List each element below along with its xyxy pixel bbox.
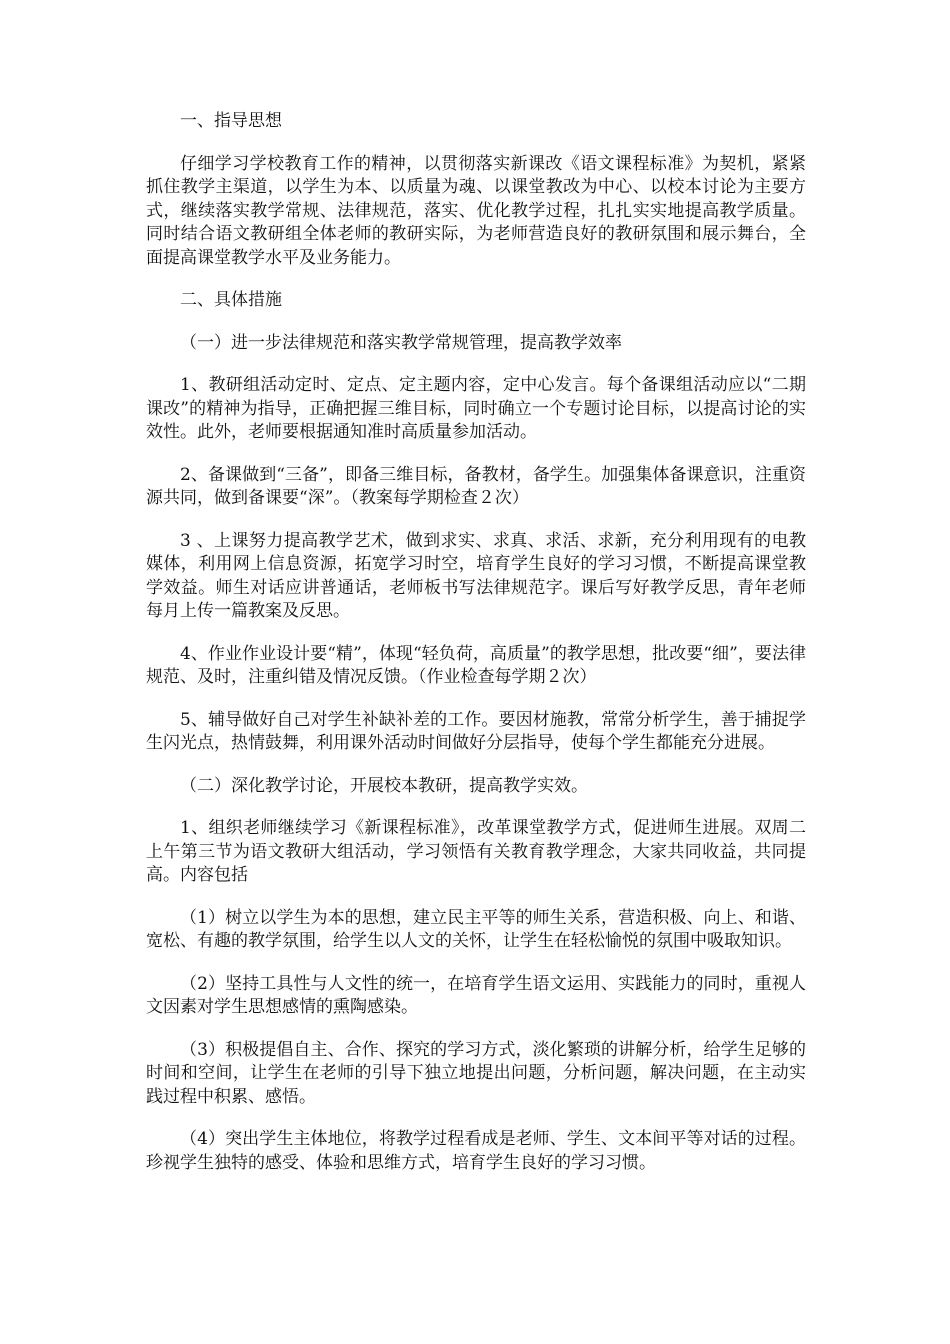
subsection-heading-teaching-routine: （一）进一步法律规范和落实教学常规管理，提高教学效率 <box>180 332 622 353</box>
paragraph-subitem-3: （3）积极提倡自主、合作、探究的学习方式，淡化繁琐的讲解分析，给学生足够的时间和空间，让学生在老师的引导下独立地提出问题，分析问题，解决问题，在主动实践过程中积累、感悟。 <box>146 1039 806 1107</box>
section-heading-specific-measures: 二、具体措施 <box>180 290 282 310</box>
paragraph-item-2-lesson-prep: 2、备课做到“三备”，即备三维目标，备教材，备学生。加强集体备课意识，注重资源共同，做到备课要“深”。（教案每学期检查２次） <box>146 464 806 508</box>
paragraph-item-1-curriculum-study: 1、组织老师继续学习《新课程标准》，改革课堂教学方式，促进师生进展。双周二上午第三节为语文教研大组活动，学习领悟有关教育教学理念，大家共同收益，共同提高。内容包括 <box>146 818 806 885</box>
paragraph-item-1-research-activity: 1、教研组活动定时、定点、定主题内容，定中心发言。每个备课组活动应以“二期课改”的精神为指导，正确把握三维目标，同时确立一个专题讨论目标，以提高讨论的实效性。此外，老师要根据通知准时高质量参加活动。 <box>146 375 806 442</box>
paragraph-subitem-4: （4）突出学生主体地位，将教学过程看成是老师、学生、文本间平等对话的过程。珍视学生独特的感受、体验和思维方式，培育学生良好的学习习惯。 <box>146 1129 806 1173</box>
paragraph-subitem-2: （2）坚持工具性与人文性的统一，在培育学生语文运用、实践能力的同时，重视人文因素对学生思想感情的熏陶感染。 <box>146 973 806 1017</box>
paragraph-item-5-tutoring: 5、辅导做好自己对学生补缺补差的工作。要因材施教，常常分析学生，善于捕捉学生闪光点，热情鼓舞，利用课外活动时间做好分层指导，使每个学生都能充分进展。 <box>146 709 806 753</box>
paragraph-item-3-classroom: 3 、上课努力提高教学艺术，做到求实、求真、求活、求新，充分利用现有的电教媒体，利用网上信息资源，拓宽学习时空，培育学生良好的学习习惯，不断提高课堂教学效益。师生对话应讲普通话，老师板书写法律规范字。课后写好教学反思，青年老师每月上传一篇教案及反思。 <box>146 530 806 621</box>
paragraph-item-4-homework: 4、作业作业设计要“精”，体现“轻负荷，高质量”的教学思想，批改要“细”，要法律规范、及时，注重纠错及情况反馈。（作业检查每学期２次） <box>146 643 806 687</box>
section-heading-guiding-ideology: 一、指导思想 <box>180 111 282 131</box>
document-body <box>146 110 806 1194</box>
paragraph-guiding-ideology: 仔细学习学校教育工作的精神，以贯彻落实新课改《语文课程标准》为契机，紧紧抓住教学主渠道，以学生为本、以质量为魂、以课堂教改为中心、以校本讨论为主要方式，继续落实教学常规、法律规范，落实、优化教学过程，扎扎实实地提高教学质量。同时结合语文教研组全体老师的教研实际，为老师营造良好的教研氛围和展示舞台，全面提高课堂教学水平及业务能力。 <box>146 153 806 268</box>
paragraph-subitem-1: （1）树立以学生为本的思想，建立民主平等的师生关系，营造积极、向上、和谐、宽松、有趣的教学氛围，给学生以人文的关怀，让学生在轻松愉悦的氛围中吸取知识。 <box>146 907 806 951</box>
subsection-heading-teaching-research: （二）深化教学讨论，开展校本教研，提高教学实效。 <box>180 775 588 796</box>
